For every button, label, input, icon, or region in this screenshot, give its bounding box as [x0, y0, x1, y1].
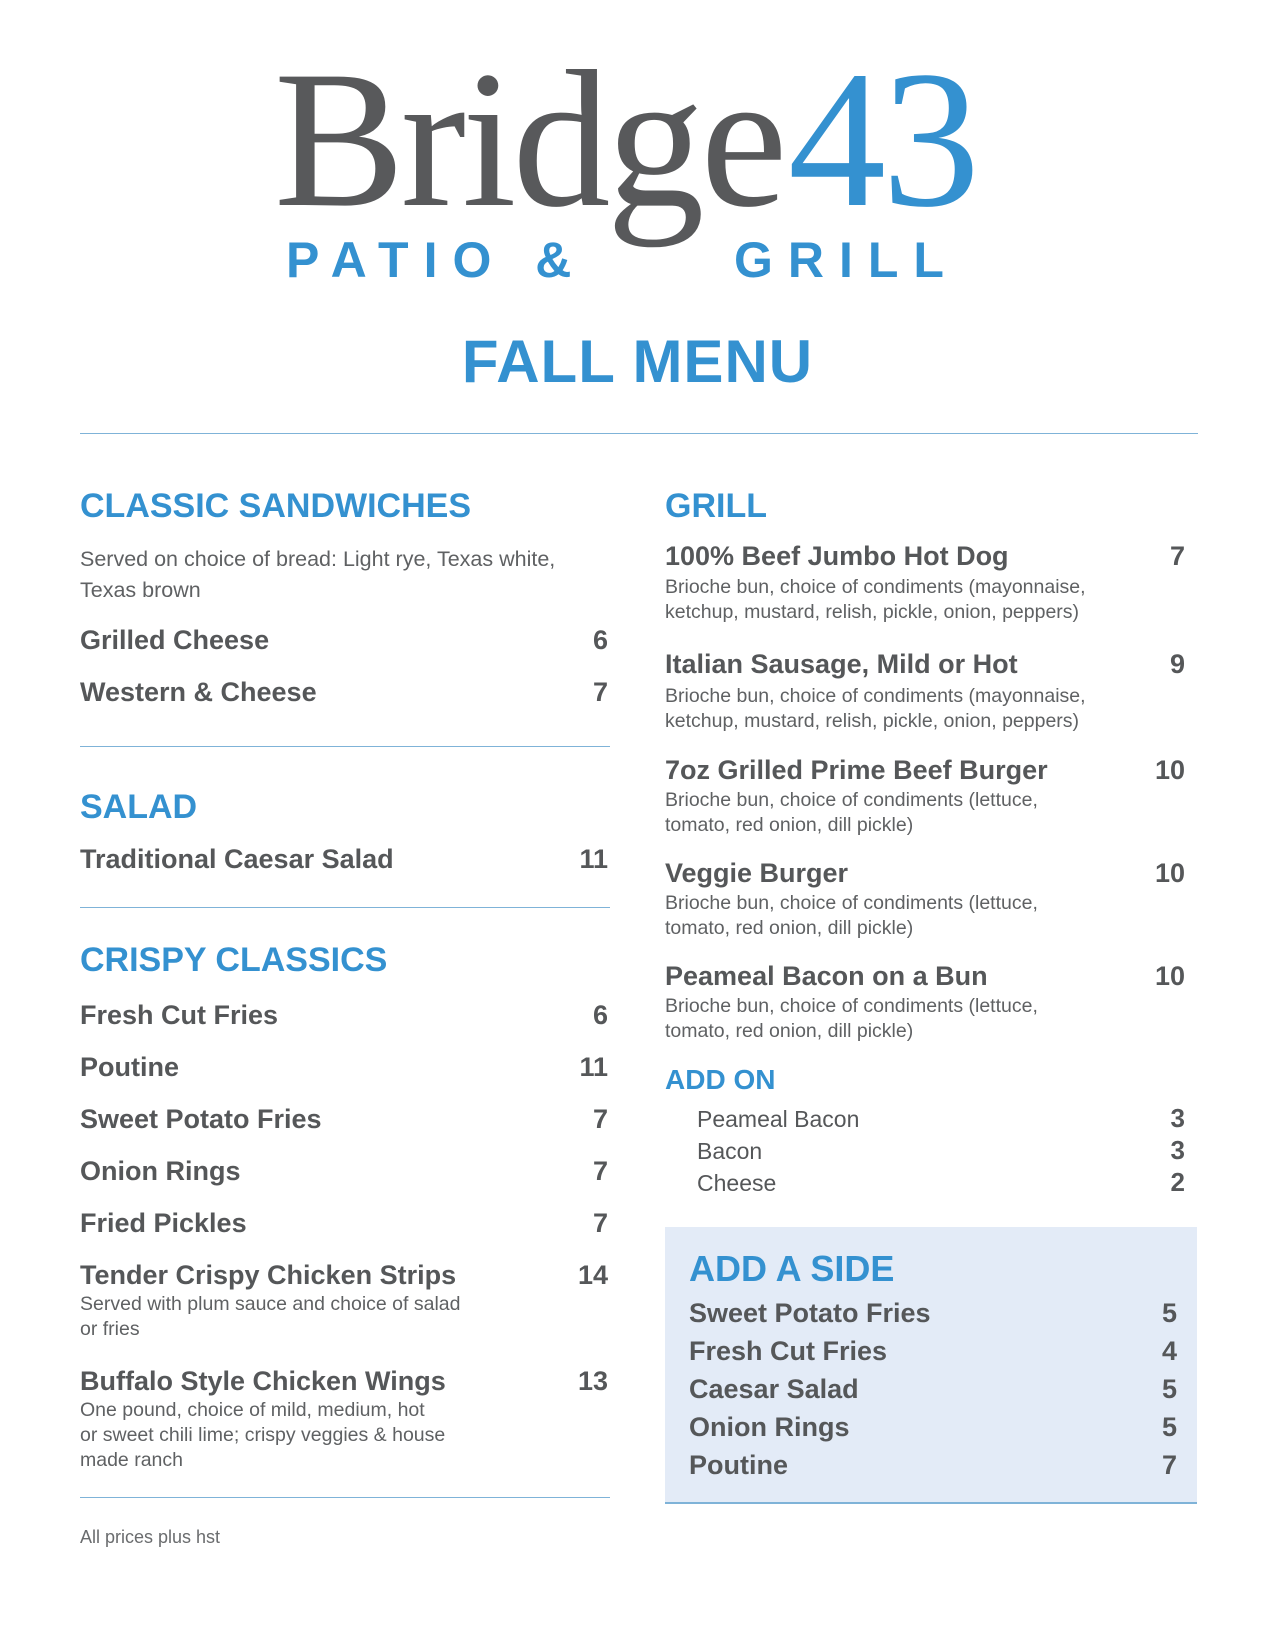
- section-title-salad: SALAD: [80, 788, 198, 826]
- item-name: Grilled Cheese: [80, 625, 270, 655]
- side-item-poutine: [689, 1449, 1177, 1481]
- side-item-caesar-salad: [689, 1373, 1177, 1405]
- item-description-line: Brioche bun, choice of condiments (lettuce,: [665, 892, 1038, 914]
- side-item-onion-rings: [689, 1411, 1177, 1443]
- logo-sub-left: PATIO &: [286, 232, 587, 288]
- menu-item-fried-pickles: [80, 1207, 608, 1239]
- item-description-line: Brioche bun, choice of condiments (lettuce,: [665, 995, 1038, 1017]
- item-description-line: Brioche bun, choice of condiments (mayonnaise,: [665, 685, 1086, 707]
- item-description-line: Brioche bun, choice of condiments (lettuce,: [665, 789, 1038, 811]
- section-title-crispy-classics: CRISPY CLASSICS: [80, 941, 388, 979]
- item-description-line: tomato, red onion, dill pickle): [665, 814, 914, 836]
- menu-item-veggie-burger: [665, 857, 1185, 889]
- menu-item-sweet-potato-fries: [80, 1103, 608, 1135]
- item-description-line: One pound, choice of mild, medium, hot: [80, 1399, 425, 1421]
- addon-item-peameal-bacon: [697, 1102, 1185, 1135]
- side-item-fresh-cut-fries: [689, 1335, 1177, 1367]
- side-item-sweet-potato-fries: [689, 1297, 1177, 1329]
- menu-item-poutine: [80, 1051, 608, 1083]
- top-divider: [80, 433, 1198, 434]
- item-price: 7: [592, 1156, 608, 1186]
- item-price: 7: [592, 1208, 608, 1238]
- item-price: 5: [1161, 1412, 1177, 1442]
- divider-salad: [80, 907, 610, 908]
- item-price: 6: [592, 1000, 608, 1030]
- item-name: Poutine: [80, 1052, 179, 1082]
- item-name: Sweet Potato Fries: [80, 1104, 322, 1134]
- menu-item-peameal-bun: [665, 960, 1185, 992]
- item-name: Italian Sausage, Mild or Hot: [665, 649, 1018, 679]
- menu-item-italian-sausage: [665, 648, 1185, 680]
- divider-bottom-left: [80, 1497, 610, 1498]
- item-price: 7: [1161, 1450, 1177, 1480]
- item-price: 5: [1161, 1374, 1177, 1404]
- item-price: 7: [592, 677, 608, 707]
- item-name: Cheese: [697, 1170, 777, 1196]
- item-price: 3: [1170, 1103, 1185, 1133]
- menu-item-western-cheese: [80, 676, 608, 708]
- item-name: Onion Rings: [80, 1156, 241, 1186]
- item-name: Fresh Cut Fries: [689, 1336, 888, 1366]
- menu-item-chicken-wings: [80, 1365, 608, 1397]
- section-title-add-on: ADD ON: [665, 1064, 776, 1095]
- item-price: 9: [1169, 649, 1185, 679]
- item-description-line: ketchup, mustard, relish, pickle, onion, peppers): [665, 601, 1080, 623]
- item-name: Peameal Bacon on a Bun: [665, 961, 988, 991]
- item-name: 7oz Grilled Prime Beef Burger: [665, 755, 1048, 785]
- item-price: 14: [577, 1260, 608, 1290]
- divider-sandwiches: [80, 746, 610, 747]
- menu-item-chicken-strips: [80, 1259, 608, 1291]
- item-description-line: Brioche bun, choice of condiments (mayonnaise,: [665, 576, 1086, 598]
- item-price: 6: [592, 625, 608, 655]
- addon-item-bacon: [697, 1134, 1185, 1167]
- item-name: Tender Crispy Chicken Strips: [80, 1260, 457, 1290]
- menu-item-grilled-cheese: [80, 624, 608, 656]
- item-name: Peameal Bacon: [697, 1106, 860, 1132]
- item-name: 100% Beef Jumbo Hot Dog: [665, 541, 1009, 571]
- menu-item-fresh-cut-fries: [80, 999, 608, 1031]
- item-name: Poutine: [689, 1450, 788, 1480]
- item-price: 7: [592, 1104, 608, 1134]
- item-description-line: made ranch: [80, 1449, 183, 1471]
- item-price: 7: [1169, 541, 1185, 571]
- item-price: 10: [1154, 858, 1185, 888]
- item-price: 4: [1161, 1336, 1177, 1366]
- item-description-line: or fries: [80, 1318, 140, 1340]
- section-title-add-a-side: ADD A SIDE: [689, 1248, 895, 1289]
- item-name: Fried Pickles: [80, 1208, 247, 1238]
- item-description-line: ketchup, mustard, relish, pickle, onion, peppers): [665, 710, 1080, 732]
- add-a-side-box: [665, 1227, 1197, 1504]
- footnote: All prices plus hst: [80, 1527, 221, 1547]
- logo-brand-word: Bridge: [274, 31, 784, 248]
- menu-item-beef-burger: [665, 754, 1185, 786]
- item-price: 11: [579, 1052, 608, 1082]
- section-title-grill: GRILL: [665, 487, 767, 525]
- item-description-line: tomato, red onion, dill pickle): [665, 917, 914, 939]
- logo-sub-right: GRILL: [734, 232, 959, 288]
- sandwich-bread-note-line1: Served on choice of bread: Light rye, Texas white,: [80, 547, 556, 571]
- item-price: 10: [1154, 755, 1185, 785]
- item-name: Western & Cheese: [80, 677, 317, 707]
- section-title-classic-sandwiches: CLASSIC SANDWICHES: [80, 487, 472, 525]
- item-price: 2: [1170, 1167, 1185, 1197]
- item-name: Sweet Potato Fries: [689, 1298, 931, 1328]
- addon-item-cheese: [697, 1166, 1185, 1199]
- item-name: Fresh Cut Fries: [80, 1000, 279, 1030]
- menu-item-onion-rings: [80, 1155, 608, 1187]
- item-price: 10: [1154, 961, 1185, 991]
- item-name: Bacon: [697, 1138, 763, 1164]
- logo-brand-number: 43: [788, 31, 976, 248]
- item-name: Veggie Burger: [665, 858, 849, 888]
- item-description-line: or sweet chili lime; crispy veggies & house: [80, 1424, 446, 1446]
- item-name: Buffalo Style Chicken Wings: [80, 1366, 446, 1396]
- menu-item-hot-dog: [665, 540, 1185, 572]
- item-description-line: tomato, red onion, dill pickle): [665, 1020, 914, 1042]
- item-name: Caesar Salad: [689, 1374, 859, 1404]
- item-price: 11: [579, 844, 608, 874]
- menu-item-caesar-salad: [80, 843, 608, 875]
- item-price: 3: [1170, 1135, 1185, 1165]
- logo: [0, 0, 1275, 300]
- item-name: Onion Rings: [689, 1412, 850, 1442]
- item-name: Traditional Caesar Salad: [80, 844, 394, 874]
- menu-title: FALL MENU: [461, 328, 814, 395]
- sandwich-bread-note-line2: Texas brown: [80, 578, 201, 602]
- item-price: 5: [1161, 1298, 1177, 1328]
- item-price: 13: [577, 1366, 608, 1396]
- item-description-line: Served with plum sauce and choice of salad: [80, 1293, 461, 1315]
